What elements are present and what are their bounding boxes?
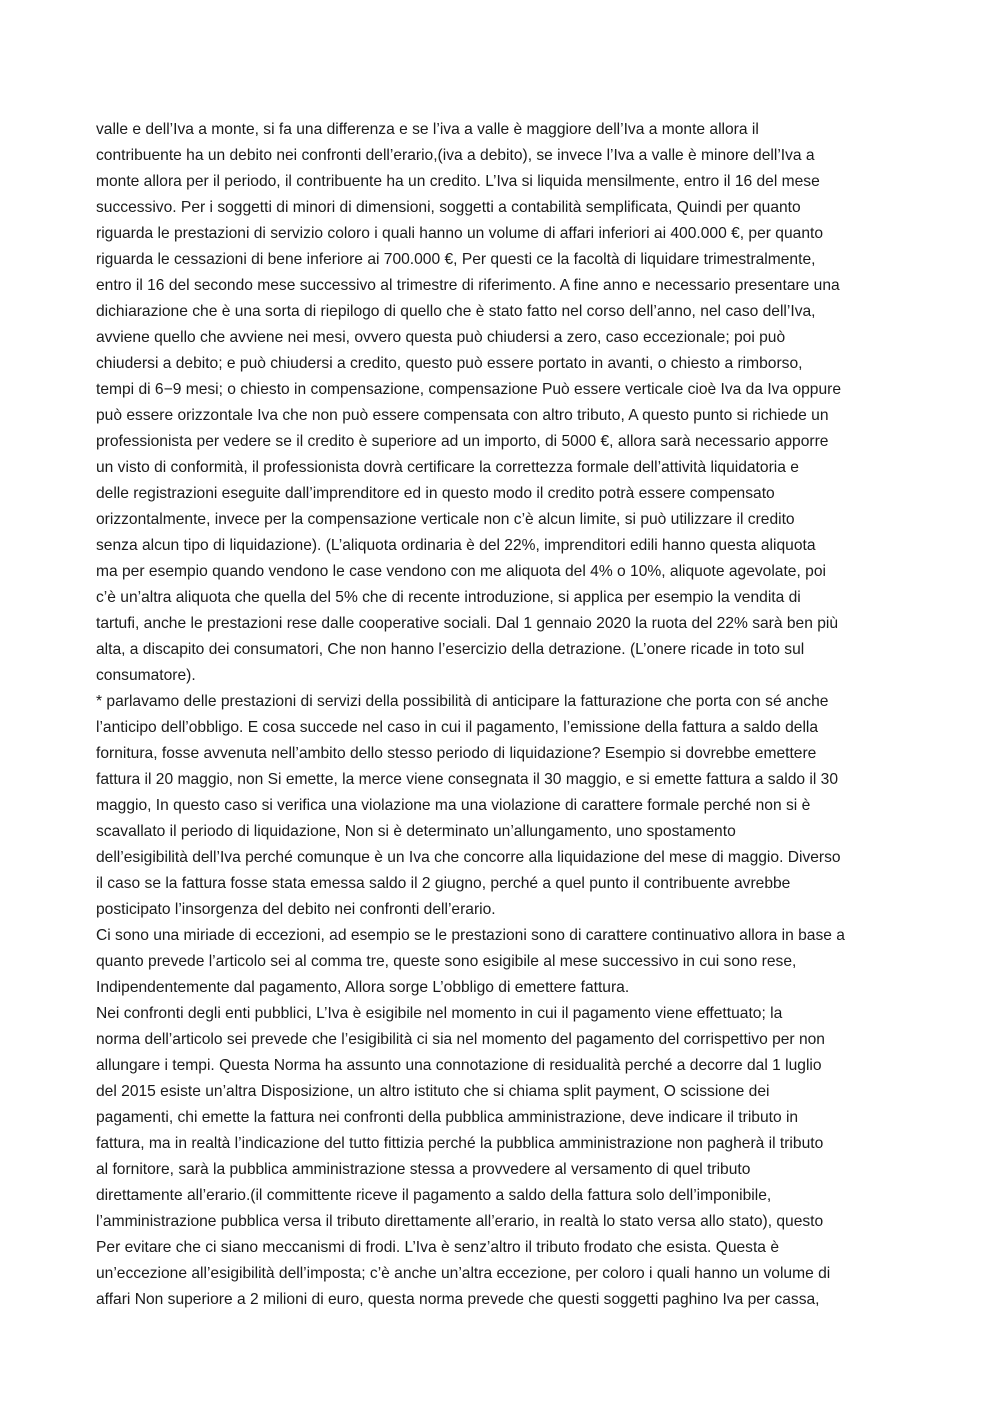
text-line: fattura il 20 maggio, non Si emette, la merce viene consegnata il 30 maggio, e si emette fattura a saldo il 30 <box>96 771 838 788</box>
text-line: fattura, ma in realtà l’indicazione del tutto fittizia perché la pubblica amministrazione non pagherà il tributo <box>96 1135 824 1152</box>
text-line: c’è un’altra aliquota che quella del 5% che di recente introduzione, si applica per esempio la vendita di <box>96 589 801 606</box>
text-line: dell’esigibilità dell’Iva perché comunque è un Iva che concorre alla liquidazione del mese di maggio. Diverso <box>96 849 841 866</box>
text-line: allungare i tempi. Questa Norma ha assunto una connotazione di residualità perché a decorre dal 1 luglio <box>96 1057 822 1074</box>
text-line: riguarda le cessazioni di bene inferiore ai 700.000 €, Per questi ce la facoltà di liquidare trimestralmente, <box>96 251 816 268</box>
text-line: alta, a discapito dei consumatori, Che non hanno l’esercizio della detrazione. (L’onere ricade in toto sul <box>96 641 805 658</box>
text-line: riguarda le prestazioni di servizio coloro i quali hanno un volume di affari inferiori ai 400.000 €, per quanto <box>96 225 823 242</box>
text-line: delle registrazioni eseguite dall’imprenditore ed in questo modo il credito potrà essere compensato <box>96 485 775 502</box>
text-line: dichiarazione che è una sorta di riepilogo di quello che è stato fatto nel corso dell’anno, nel caso dell’Iva, <box>96 303 816 320</box>
text-line: chiudersi a debito; e può chiudersi a credito, questo può essere portato in avanti, o chiesto a rimborso, <box>96 355 803 372</box>
text-line: l’amministrazione pubblica versa il tributo direttamente all’erario, in realtà lo stato versa allo stato), questo <box>96 1213 824 1230</box>
text-line: Nei confronti degli enti pubblici, L’Iva è esigibile nel momento in cui il pagamento viene effettuato; la <box>96 1005 783 1022</box>
text-line: Per evitare che ci siano meccanismi di frodi. L’Iva è senz’altro il tributo frodato che esista. Questa è <box>96 1239 779 1256</box>
text-line: ma per esempio quando vendono le case vendono con me aliquota del 4% o 10%, aliquote agevolate, poi <box>96 563 826 580</box>
text-line: scavallato il periodo di liquidazione, Non si è determinato un’allungamento, uno spostamento <box>96 823 736 840</box>
text-line: quanto prevede l’articolo sei al comma tre, queste sono esigibile al mese successivo in cui sono rese, <box>96 953 797 970</box>
text-line: senza alcun tipo di liquidazione). (L’aliquota ordinaria è del 22%, imprenditori edili hanno questa aliquota <box>96 537 816 554</box>
text-line: posticipato l’insorgenza del debito nei confronti dell’erario. <box>96 901 496 918</box>
text-line: Ci sono una miriade di eccezioni, ad esempio se le prestazioni sono di carattere continuativo allora in base a <box>96 927 845 944</box>
text-line: orizzontalmente, invece per la compensazione verticale non c’è alcun limite, si può utilizzare il credito <box>96 511 795 528</box>
text-line: può essere orizzontale Iva che non può essere compensata con altro tributo, A questo punto si richiede un <box>96 407 829 424</box>
text-line: contribuente ha un debito nei confronti dell’erario,(iva a debito), se invece l’Iva a valle è minore dell’Iva a <box>96 147 815 164</box>
body-text <box>96 117 916 1313</box>
text-line: tartufi, anche le prestazioni rese dalle cooperative sociali. Dal 1 gennaio 2020 la ruota del 22% sarà ben più <box>96 615 839 632</box>
text-line: * parlavamo delle prestazioni di servizi della possibilità di anticipare la fatturazione che porta con sé anche <box>96 693 829 710</box>
text-line: pagamenti, chi emette la fattura nei confronti della pubblica amministrazione, deve indicare il tributo in <box>96 1109 799 1126</box>
text-line: professionista per vedere se il credito è superiore ad un importo, di 5000 €, allora sarà necessario apporre <box>96 433 829 450</box>
text-line: direttamente all’erario.(il committente riceve il pagamento a saldo della fattura solo dell’imponibile, <box>96 1187 772 1204</box>
text-line: consumatore). <box>96 667 196 684</box>
text-line: fornitura, fosse avvenuta nell’ambito dello stesso periodo di liquidazione? Esempio si dovrebbe emettere <box>96 745 817 762</box>
text-line: un visto di conformità, il professionista dovrà certificare la correttezza formale dell’attività liquidatoria e <box>96 459 799 476</box>
text-line: affari Non superiore a 2 milioni di euro, questa norma prevede che questi soggetti paghino Iva per cassa, <box>96 1291 820 1308</box>
text-line: Indipendentemente dal pagamento, Allora sorge L’obbligo di emettere fattura. <box>96 979 630 996</box>
text-line: entro il 16 del secondo mese successivo al trimestre di riferimento. A fine anno e necessario presentare una <box>96 277 840 294</box>
text-line: un’eccezione all’esigibilità dell’imposta; c’è anche un’altra eccezione, per coloro i quali hanno un volume di <box>96 1265 831 1282</box>
text-line: maggio, In questo caso si verifica una violazione ma una violazione di carattere formale perché non si è <box>96 797 811 814</box>
text-line: il caso se la fattura fosse stata emessa saldo il 2 giugno, perché a quel punto il contribuente avrebbe <box>96 875 791 892</box>
text-line: monte allora per il periodo, il contribuente ha un credito. L’Iva si liquida mensilmente, entro il 16 del mese <box>96 173 820 190</box>
text-line: successivo. Per i soggetti di minori di dimensioni, soggetti a contabilità semplificata, Quindi per quanto <box>96 199 801 216</box>
text-line: valle e dell’Iva a monte, si fa una differenza e se l’iva a valle è maggiore dell’Iva a monte allora il <box>96 121 759 138</box>
text-line: del 2015 esiste un’altra Disposizione, un altro istituto che si chiama split payment, O scissione dei <box>96 1083 770 1100</box>
text-line: al fornitore, sarà la pubblica amministrazione stessa a provvedere al versamento di quel tributo <box>96 1161 751 1178</box>
text-line: norma dell’articolo sei prevede che l’esigibilità ci sia nel momento del pagamento del corrispettivo per non <box>96 1031 825 1048</box>
text-line: l’anticipo dell’obbligo. E cosa succede nel caso in cui il pagamento, l’emissione della fattura a saldo della <box>96 719 819 736</box>
text-line: avviene quello che avviene nei mesi, ovvero questa può chiudersi a zero, caso eccezionale; poi può <box>96 329 786 346</box>
text-line: tempi di 6−9 mesi; o chiesto in compensazione, compensazione Può essere verticale cioè Iva da Iva oppure <box>96 381 842 398</box>
